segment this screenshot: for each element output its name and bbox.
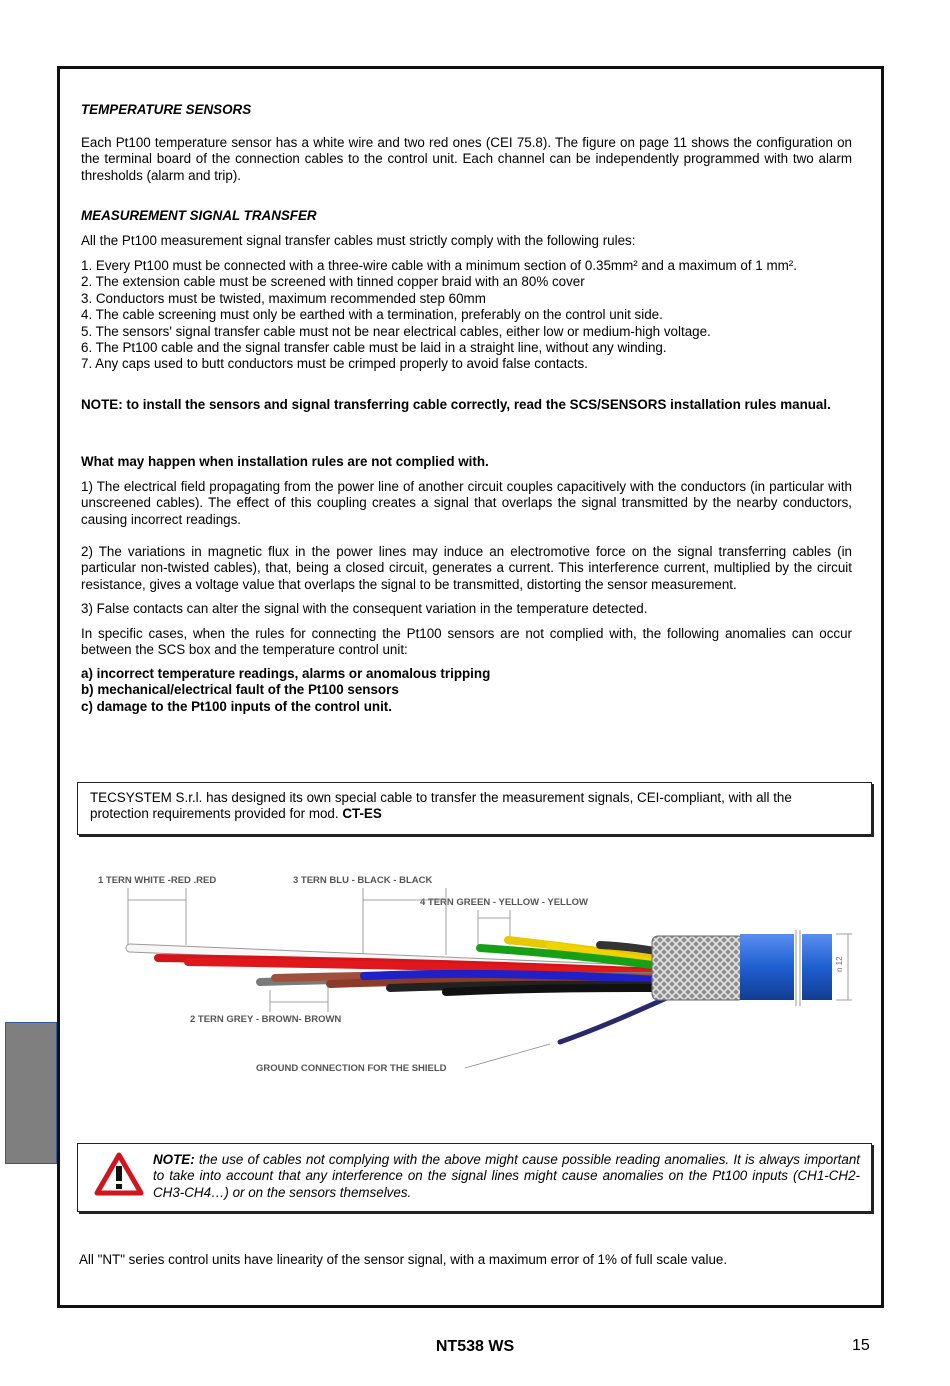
page-number: 15 bbox=[852, 1337, 870, 1354]
label-ground-shield: GROUND CONNECTION FOR THE SHIELD bbox=[256, 1063, 447, 1074]
rule-item: 4. The cable screening must only be earthed with a termination, preferably on the control unit side. bbox=[81, 307, 663, 323]
warning-box bbox=[77, 1143, 872, 1212]
blue-jacket-end bbox=[802, 934, 832, 1000]
footer-document-title: NT538 WS bbox=[435, 1338, 515, 1355]
side-tab bbox=[5, 1022, 57, 1164]
braided-shield bbox=[652, 936, 744, 1000]
temperature-sensors-heading: TEMPERATURE SENSORS bbox=[81, 102, 252, 117]
anomalies-intro: In specific cases, when the rules for connecting the Pt100 sensors are not complied with, the following anomalies can occur between the SCS box and the temperature control unit: bbox=[81, 626, 852, 658]
label-white-red: 1 TERN WHITE -RED .RED bbox=[98, 875, 217, 886]
anomalies-list bbox=[81, 666, 852, 715]
rule-item: 6. The Pt100 cable and the signal transfer cable must be laid in a straight line, without any winding. bbox=[81, 340, 667, 356]
effect-paragraph-3: 3) False contacts can alter the signal with the consequent variation in the temperature detected. bbox=[81, 601, 648, 616]
linearity-note: All "NT" series control units have linearity of the sensor signal, with a maximum error of 1% of full scale value. bbox=[79, 1252, 728, 1267]
warning-triangle-icon bbox=[94, 1152, 144, 1196]
wire-bundle bbox=[130, 940, 680, 1042]
label-dimension: n 12 bbox=[835, 956, 844, 972]
tecsystem-box bbox=[77, 782, 872, 835]
temperature-sensors-paragraph: Each Pt100 temperature sensor has a white wire and two red ones (CEI 75.8). The figure on page 11 shows the configuration on the terminal board of the connection cables to the control unit. Each channel can be independently programmed with two alarm thresholds (alarm and trip). bbox=[81, 135, 852, 183]
what-may-happen-heading: What may happen when installation rules are not complied with. bbox=[81, 454, 489, 469]
anomaly-item: a) incorrect temperature readings, alarms or anomalous tripping bbox=[81, 666, 491, 681]
tecsystem-text-block bbox=[90, 790, 850, 823]
effect-paragraph-1: 1) The electrical field propagating from the power line of another circuit couples capacitively with the conductors (in particular with unscreened cables). The effect of this coupling creates a signal that overlaps the signal transmitted by the nearby conductors, causing incorrect readings. bbox=[81, 479, 852, 527]
cable-model: CT-ES bbox=[342, 806, 382, 822]
warning-text: the use of cables not complying with the above might cause possible reading anomalies. It is always important to take into account that any interference on the signal lines might cause anomalies on the Pt100 inputs (CH1-CH2-CH3-CH4…) or on the sensors themselves. bbox=[153, 1152, 860, 1200]
tecsystem-text: TECSYSTEM S.r.l. has designed its own special cable to transfer the measurement signals, CEI-compliant, with all the protection requirements provided for mod. bbox=[90, 790, 792, 822]
label-green-yellow: 4 TERN GREEN - YELLOW - YELLOW bbox=[420, 897, 589, 908]
warning-text-block bbox=[153, 1152, 860, 1201]
warning-note-label: NOTE: bbox=[153, 1152, 195, 1167]
installation-note: NOTE: to install the sensors and signal transferring cable correctly, read the SCS/SENSORS installation rules manual. bbox=[81, 397, 831, 412]
anomaly-item: c) damage to the Pt100 inputs of the control unit. bbox=[81, 698, 392, 714]
rule-item: 1. Every Pt100 must be connected with a three-wire cable with a minimum section of 0.35mm² and a maximum of 1 mm². bbox=[81, 258, 797, 273]
cable-figure bbox=[80, 860, 870, 1090]
effect-paragraph-2: 2) The variations in magnetic flux in the power lines may induce an electromotive force on the signal transferring cables (in particular non-twisted cables), that, being a closed circuit, generates a current. This interference current, multiplied by the circuit resistance, gives a voltage value that overlaps the signal to be transmitted, distorting the sensor measurement. bbox=[81, 544, 852, 592]
rule-item: 7. Any caps used to butt conductors must be crimped properly to avoid false contacts. bbox=[81, 356, 588, 372]
rule-item: 3. Conductors must be twisted, maximum recommended step 60mm bbox=[81, 290, 486, 306]
rule-item: 5. The sensors' signal transfer cable must not be near electrical cables, either low or medium-high voltage. bbox=[81, 323, 711, 339]
label-blu-black: 3 TERN BLU - BLACK - BLACK bbox=[293, 875, 433, 886]
black-wire-2 bbox=[446, 988, 660, 992]
signal-transfer-heading: MEASUREMENT SIGNAL TRANSFER bbox=[81, 208, 317, 223]
anomaly-item: b) mechanical/electrical fault of the Pt100 sensors bbox=[81, 682, 399, 698]
signal-transfer-intro: All the Pt100 measurement signal transfer cables must strictly comply with the following rules: bbox=[81, 233, 636, 248]
rules-list bbox=[81, 258, 852, 373]
blue-jacket bbox=[740, 934, 794, 1000]
label-grey-brown: 2 TERN GREY - BROWN- BROWN bbox=[190, 1014, 342, 1025]
rule-item: 2. The extension cable must be screened with tinned copper braid with an 80% cover bbox=[81, 274, 585, 290]
